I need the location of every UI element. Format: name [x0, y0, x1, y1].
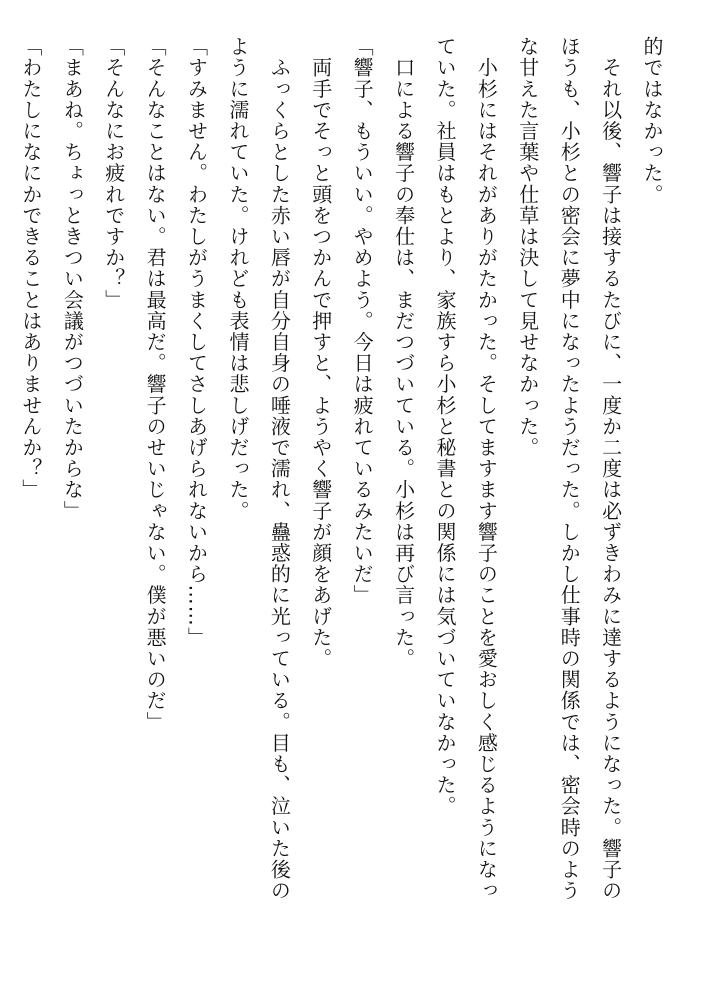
text-line: それ以後、響子は接するたびに、一度か二度は必ずきわみに達するようになった。響子の: [598, 36, 623, 902]
text-line: ほうも、小杉との密会に夢中になったようだった。しかし仕事時の関係では、密会時のよう: [557, 36, 582, 902]
text-line: ていた。社員はもとより、家族すら小杉と秘書との関係には気づいていなかった。: [432, 36, 457, 817]
text-line: な甘えた言葉や仕草は決して見せなかった。: [515, 36, 540, 458]
text-line: 両手でそっと頭をつかんで押すと、ようやく響子が顔をあげた。: [308, 36, 333, 669]
text-line: 「響子、もういい。やめよう。今日は疲れているみたいだ」: [350, 36, 375, 606]
text-line: 「まあね。ちょっときつい会議がつづいたからな」: [60, 36, 85, 522]
text-line: ふっくらとした赤い唇が自分自身の唾液で濡れ、蠱惑的に光っている。目も、泣いた後の: [267, 36, 292, 902]
text-line: 「そんなことはない。君は最高だ。響子のせいじゃない。僕が悪いのだ」: [143, 36, 168, 733]
text-line: 的ではなかった。: [640, 36, 664, 205]
text-line: 小杉にはそれがありがたかった。そしてますます響子のことを愛おしく感じるようになっ: [474, 36, 499, 902]
text-line: 「わたしになにかできることはありませんか？」: [18, 36, 43, 501]
text-line: ように濡れていた。けれども表情は悲しげだった。: [225, 36, 250, 522]
text-line: 「すみません。わたしがうまくしてさしあげられないから……」: [184, 36, 209, 648]
text-line: 口による響子の奉仕は、まだつづいている。小杉は再び言った。: [391, 36, 416, 669]
text-line: 「そんなにお疲れですか？」: [101, 36, 126, 311]
vertical-text-body: [18, 36, 672, 976]
